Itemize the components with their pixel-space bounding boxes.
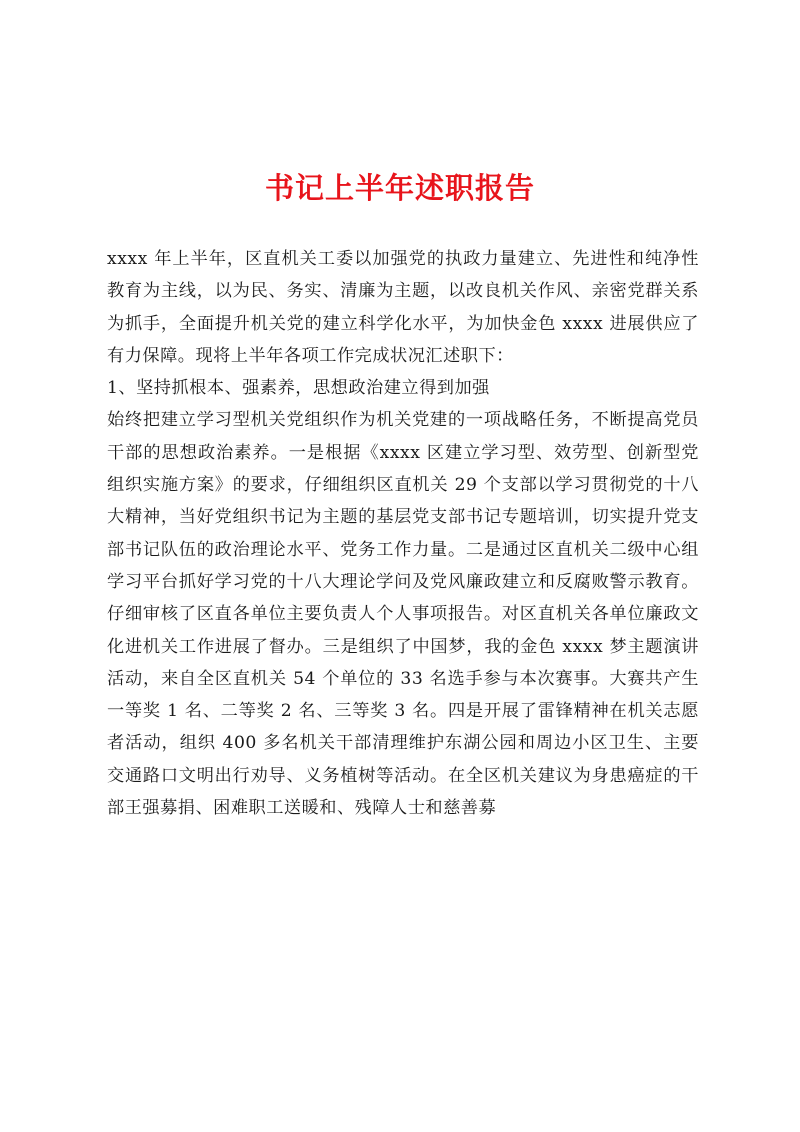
intro-paragraph: xxxx 年上半年，区直机关工委以加强党的执政力量建立、先进性和纯净性教育为主线，以为民、务实、清廉为主题，以改良机关作风、亲密党群关系为抓手，全面提升机关党的建立科学化水平，为加快金色 xxxx 进展供应了有力保障。现将上半年各项工作完成状况汇述职下：: [107, 249, 699, 366]
document-body: [107, 243, 699, 824]
section-heading-1: 1、坚持抓根本、强素养，思想政治建立得到加强: [107, 378, 490, 399]
document-title: 书记上半年述职报告: [264, 171, 535, 205]
section-1-paragraph: 始终把建立学习型机关党组织作为机关党建的一项战略任务，不断提高党员干部的思想政治素养。一是根据《xxxx 区建立学习型、效劳型、创新型党组织实施方案》的要求，仔细组织区直机关 29 个支部以学习贯彻党的十八大精神，当好党组织书记为主题的基层党支部书记专题培训，切实提升党支部书记队伍的政治理论水平、党务工作力量。二是通过区直机关二级中心组学习平台抓好学习党的十八大理论学问及党风廉政建立和反腐败警示教育。仔细审核了区直各单位主要负责人个人事项报告。对区直机关各单位廉政文化进机关工作进展了督办。三是组织了中国梦，我的金色 xxxx 梦主题演讲活动，来自全区直机关 54 个单位的 33 名选手参与本次赛事。大赛共产生一等奖 1 名、二等奖 2 名、三等奖 3 名。四是开展了雷锋精神在机关志愿者活动，组织 400 多名机关干部清理维护东湖公园和周边小区卫生、主要交通路口文明出行劝导、义务植树等活动。在全区机关建议为身患癌症的干部王强募捐、困难职工送暖和、残障人士和慈善募: [107, 410, 699, 819]
